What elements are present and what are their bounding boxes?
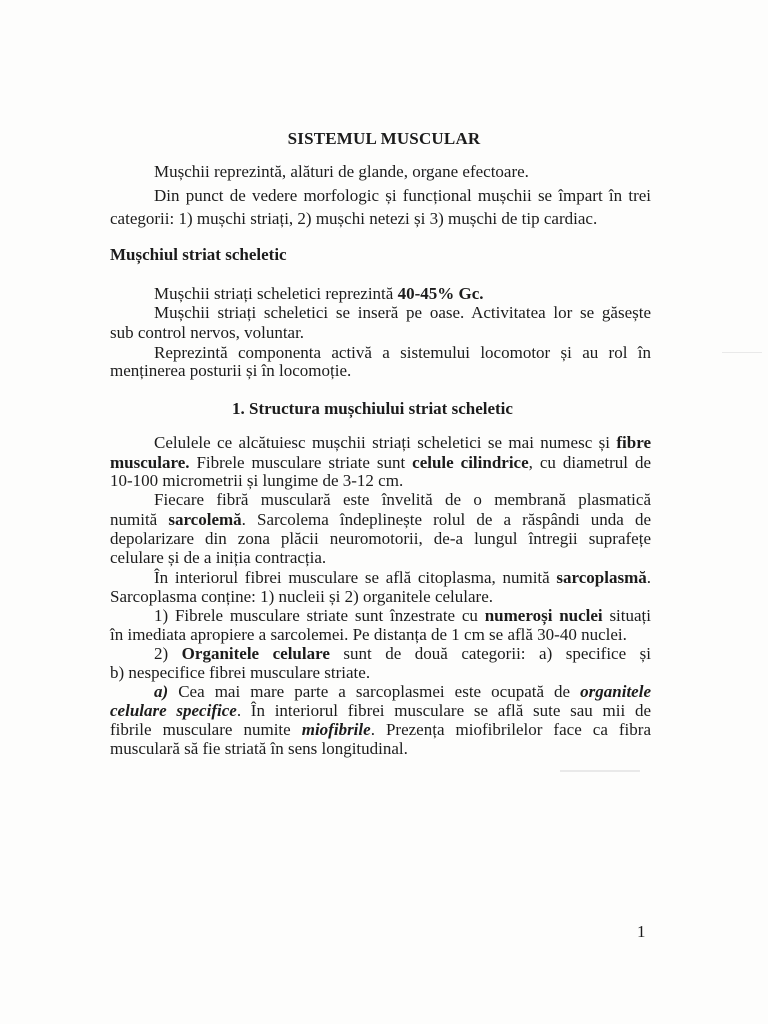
term-musculare: musculare. <box>110 453 190 472</box>
section-heading: Mușchiul striat scheletic <box>110 245 287 264</box>
structure-line-12 <box>154 644 651 664</box>
structure-line-16-end: . Prezența miofibrilelor face ca fibra <box>370 720 651 739</box>
intro-line-1: Mușchii reprezintă, alături de glande, organe efectoare. <box>154 162 529 181</box>
structure-line-15 <box>110 701 651 721</box>
structure-line-8 <box>154 568 651 588</box>
structure-line-15-text: . În interiorul fibrei musculare se află sute sau mii de <box>236 701 651 720</box>
section-line-1-text: Mușchii striați scheletici reprezintă <box>154 284 398 303</box>
term-celulare-specifice: celulare specifice <box>110 701 237 720</box>
structure-line-10-end: situați <box>602 606 651 625</box>
section-line-4: Reprezintă componenta activă a sistemului locomotor și au rol în <box>154 343 651 362</box>
structure-line-4: Fiecare fibră musculară este învelită de o membrană plasmatică <box>154 490 651 509</box>
term-numerosi-nuclei: numeroși nuclei <box>484 606 603 625</box>
structure-line-3: 10-100 micrometrii și lungime de 3-12 cm. <box>110 471 404 490</box>
list-marker-a: a) <box>154 682 169 701</box>
structure-line-5-text: numită <box>110 510 169 529</box>
structure-line-14 <box>154 682 651 702</box>
structure-line-13: b) nespecifice fibrei musculare striate. <box>110 663 371 682</box>
structure-line-16-text: fibrile musculare numite <box>110 720 302 739</box>
structure-line-8-text: În interiorul fibrei musculare se află citoplasma, numită <box>154 568 557 587</box>
term-organitele: organitele <box>580 682 651 701</box>
section-line-2: Mușchii striați scheletici se inseră pe oase. Activitatea lor se găsește <box>154 303 651 322</box>
structure-line-2-text: Fibrele musculare striate sunt <box>189 453 413 472</box>
term-sarcoplasma: sarcoplasmă <box>556 568 647 587</box>
structure-line-2 <box>110 453 651 473</box>
structure-line-2-end: , cu diametrul de <box>528 453 651 472</box>
structure-line-12-end: sunt de două categorii: a) specifice și <box>329 644 651 663</box>
term-celule-cilindrice: celule cilindrice <box>412 453 529 472</box>
term-sarcolema: sarcolemă <box>168 510 242 529</box>
section-line-1 <box>154 284 484 304</box>
structure-line-16 <box>110 720 651 740</box>
structure-line-17: musculară să fie striată în sens longitudinal. <box>110 739 408 758</box>
scan-artifact <box>722 352 762 353</box>
page-title: SISTEMUL MUSCULAR <box>287 129 481 148</box>
page-number: 1 <box>637 922 646 941</box>
term-organitele-celulare: Organitele celulare <box>181 644 330 663</box>
structure-line-10-text: 1) Fibrele musculare striate sunt înzestrate cu <box>154 606 485 625</box>
structure-line-10 <box>154 606 651 626</box>
structure-line-7: celulare și de a iniția contracția. <box>110 548 327 567</box>
term-fibre: fibre <box>616 433 651 452</box>
structure-line-12-text: 2) <box>154 644 182 663</box>
percentage-value: 40-45% Gc. <box>397 284 484 303</box>
structure-line-11: în imediata apropiere a sarcolemei. Pe distanța de 1 cm se află 30-40 nuclei. <box>110 625 627 644</box>
structure-line-6: depolarizare din zona plăcii neuromotorii, de-a lungul întregii suprafețe <box>110 529 651 548</box>
term-miofibrile: miofibrile <box>301 720 371 739</box>
structure-line-5-end: . Sarcolema îndeplinește rolul de a răspândi unda de <box>241 510 651 529</box>
subsection-heading: 1. Structura mușchiului striat scheletic <box>232 399 513 418</box>
structure-line-9: Sarcoplasma conține: 1) nucleii și 2) organitele celulare. <box>110 587 493 606</box>
structure-line-1-text: Celulele ce alcătuiesc mușchii striați scheletici se mai numesc și <box>154 433 617 452</box>
structure-line-14-text: Cea mai mare parte a sarcoplasmei este ocupată de <box>168 682 581 701</box>
intro-line-2: Din punct de vedere morfologic și funcțional mușchii se împart în trei <box>154 186 651 205</box>
section-line-5: menținerea posturii și în locomoție. <box>110 361 352 380</box>
scan-artifact <box>560 770 640 772</box>
structure-line-8-end: . <box>646 568 651 587</box>
intro-line-3: categorii: 1) mușchi striați, 2) mușchi netezi și 3) mușchi de tip cardiac. <box>110 209 598 228</box>
section-line-3: sub control nervos, voluntar. <box>110 323 305 342</box>
structure-line-1 <box>154 433 651 453</box>
structure-line-5 <box>110 510 651 530</box>
